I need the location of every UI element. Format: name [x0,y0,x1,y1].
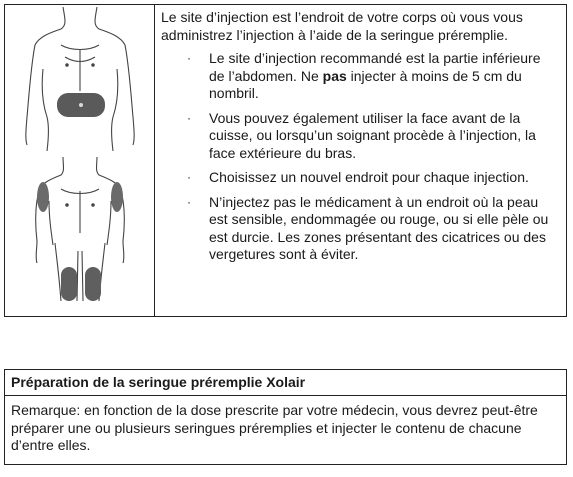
bullet-item-recommended-site [161,50,558,103]
bullet-text-part: injecter à moins de 5 cm du nombril. [209,67,522,101]
torso-figure-abdomen [26,7,134,151]
injection-site-intro: Le site d’injection est l’endroit de votre corps où vous vous administrez l’injection à l’aide de la seringue préremplie. [161,9,523,43]
left-arm-injection-zone [37,182,49,212]
injection-sites-illustration [5,5,154,316]
full-body-figure-thigh-arm [36,157,125,301]
preparation-note: Remarque: en fonction de la dose prescrite par votre médecin, vous devrez peut-être préparer une ou plusieurs seringues préremplies et injecter le contenu de chacune d’entre elles. [11,402,538,453]
navel-marker [79,103,83,107]
bullet-item-avoid-areas [161,194,558,264]
left-thigh-injection-zone [61,267,77,301]
bullet-text: N’injectez pas le médicament à un endroit où la peau est sensible, endommagée ou rouge, ou si elle pèle ou est durcie. Les zones présentant des cicatrices ou des vergetures sont à éviter. [209,193,549,262]
injection-site-bullets [161,50,558,264]
bullet-symbol: · [187,110,191,125]
bullet-text: Choisissez un nouvel endroit pour chaque injection. [209,169,529,185]
bullet-bold-word: pas [322,67,347,84]
right-arm-injection-zone [111,182,123,212]
bullet-symbol: · [187,194,191,209]
bullet-item-thigh-arm [161,110,558,163]
injection-site-table [4,4,567,317]
bullet-text: Vous pouvez également utiliser la face avant de la cuisse, ou lorsqu’un soignant procède à l’injection, la face extérieure du bras. [209,109,536,161]
injection-site-text-cell [155,5,566,316]
body-diagram-cell [5,5,155,316]
preparation-title: Préparation de la seringue préremplie Xolair [5,370,566,396]
bullet-item-new-site [161,169,558,187]
preparation-table [4,369,567,465]
bullet-symbol: · [187,170,191,184]
bullet-text-part: Le site d’injection recommandé est la partie inférieure de l’abdomen. Ne [209,50,541,84]
right-thigh-injection-zone [85,267,101,301]
bullet-symbol: · [187,51,191,65]
